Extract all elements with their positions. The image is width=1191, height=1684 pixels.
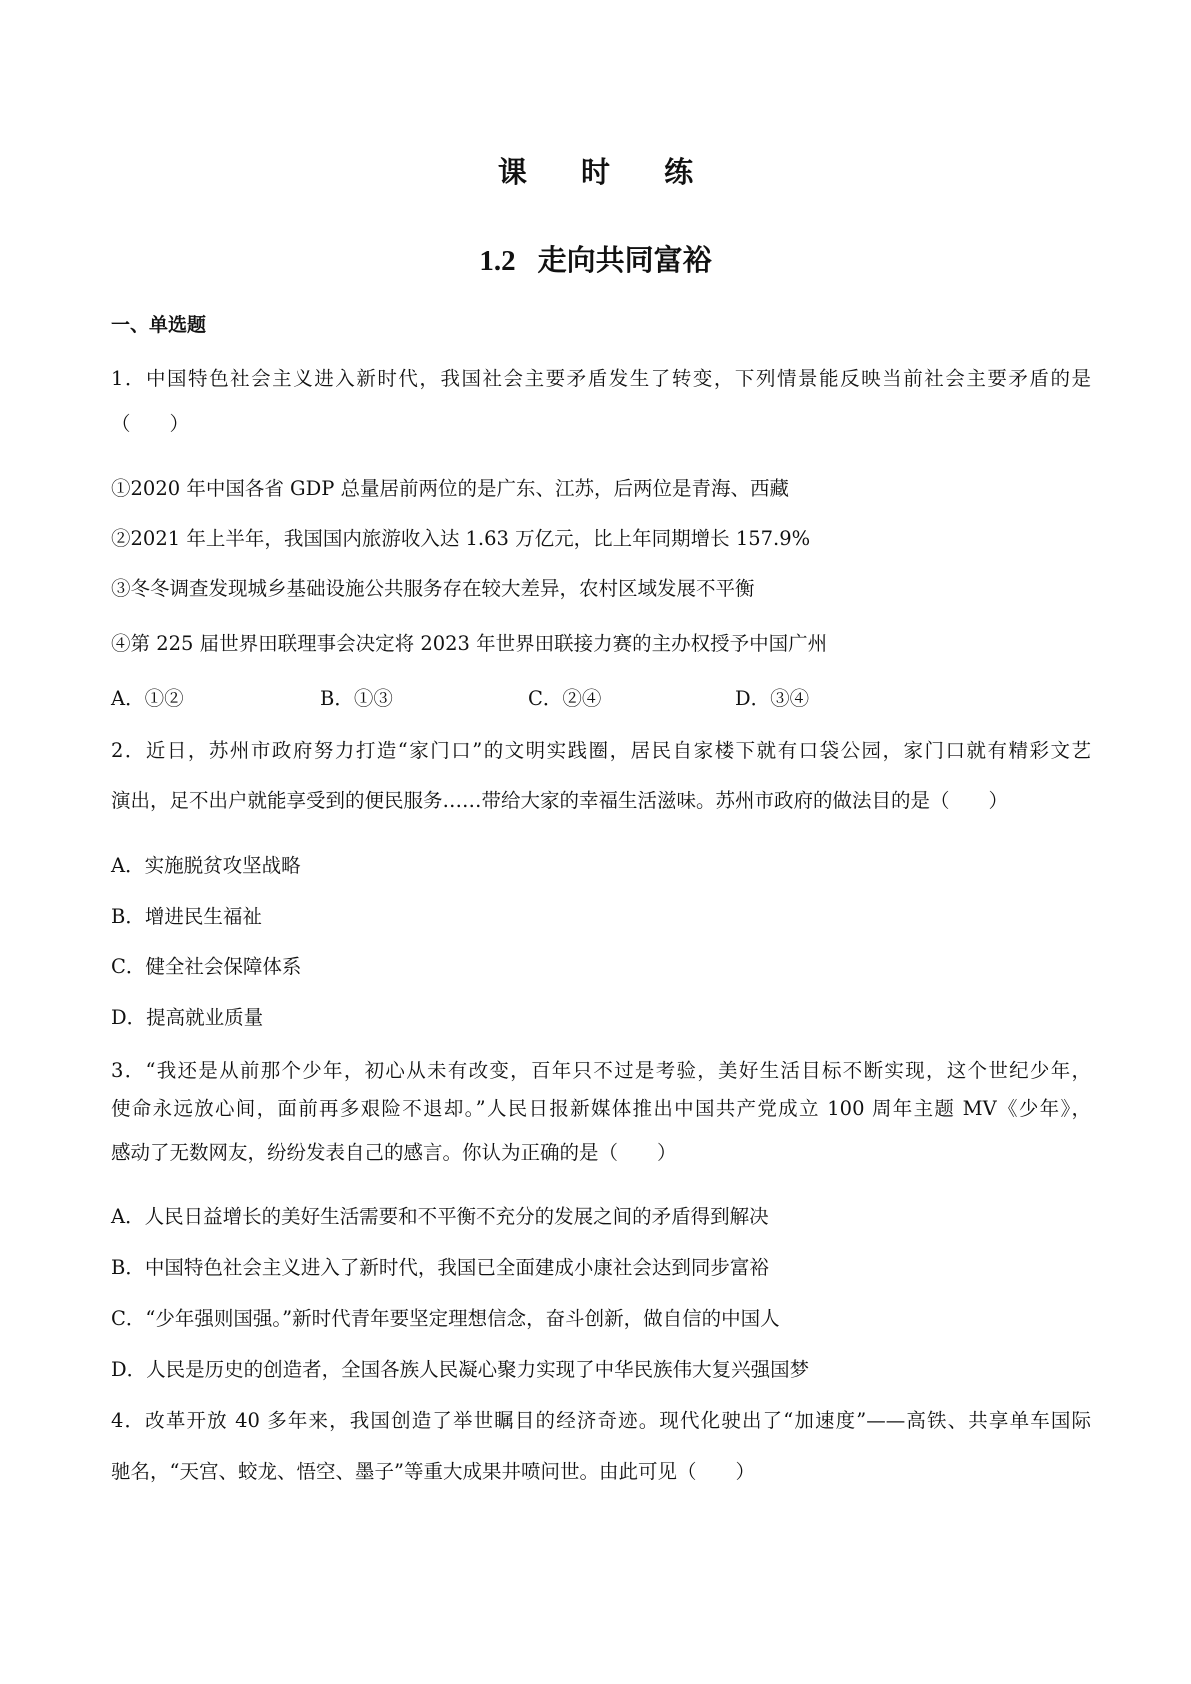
question-2-option-c[interactable]: C．健全社会保障体系 bbox=[111, 955, 302, 978]
question-1-option-a[interactable]: A．①② bbox=[111, 687, 184, 710]
question-4-stem-line-1: 4．改革开放 40 多年来，我国创造了举世瞩目的经济奇迹。现代化驶出了“加速度”——高铁、共享单车国际 bbox=[111, 1409, 1091, 1432]
lesson-number: 1.2 bbox=[479, 245, 516, 277]
question-1-stem-line-1: 1．中国特色社会主义进入新时代，我国社会主要矛盾发生了转变，下列情景能反映当前社会主要矛盾的是 bbox=[111, 367, 1091, 390]
lesson-title: 走向共同富裕 bbox=[537, 243, 712, 277]
lesson-heading bbox=[0, 240, 1191, 281]
question-1-option-c[interactable]: C．②④ bbox=[528, 687, 602, 710]
question-2-stem-line-2: 演出，足不出户就能享受到的便民服务……带给大家的幸福生活滋味。苏州市政府的做法目的是（ ） bbox=[111, 789, 1009, 812]
question-1-item-2: ②2021 年上半年，我国国内旅游收入达 1.63 万亿元，比上年同期增长 157.9% bbox=[111, 527, 811, 550]
question-3-option-c[interactable]: C．“少年强则国强。”新时代青年要坚定理想信念，奋斗创新，做自信的中国人 bbox=[111, 1307, 780, 1330]
question-2-option-b[interactable]: B．增进民生福祉 bbox=[111, 905, 262, 928]
question-1-item-3: ③冬冬调查发现城乡基础设施公共服务存在较大差异，农村区域发展不平衡 bbox=[111, 577, 755, 600]
question-1-option-d[interactable]: D．③④ bbox=[735, 687, 810, 710]
question-1-option-b[interactable]: B．①③ bbox=[320, 687, 393, 710]
document-title: 课 时 练 bbox=[497, 155, 716, 189]
question-1-item-4: ④第 225 届世界田联理事会决定将 2023 年世界田联接力赛的主办权授予中国广州 bbox=[111, 632, 828, 655]
question-3-option-d[interactable]: D．人民是历史的创造者，全国各族人民凝心聚力实现了中华民族伟大复兴强国梦 bbox=[111, 1358, 810, 1381]
section-heading: 一、单选题 bbox=[111, 314, 207, 336]
question-2-option-d[interactable]: D．提高就业质量 bbox=[111, 1006, 264, 1029]
question-3-stem-line-2: 使命永远放心间，面前再多艰险不退却。”人民日报新媒体推出中国共产党成立 100 周年主题 MV《少年》， bbox=[111, 1097, 1091, 1120]
question-4-stem-line-2: 驰名，“天宫、蛟龙、悟空、墨子”等重大成果井喷问世。由此可见（ ） bbox=[111, 1460, 755, 1483]
question-3-stem-line-1: 3．“我还是从前那个少年，初心从未有改变，百年只不过是考验，美好生活目标不断实现，这个世纪少年， bbox=[111, 1059, 1091, 1082]
question-1-stem-line-2: （ ） bbox=[111, 412, 190, 435]
question-1-item-1: ①2020 年中国各省 GDP 总量居前两位的是广东、江苏，后两位是青海、西藏 bbox=[111, 477, 790, 500]
question-3-stem-line-3: 感动了无数网友，纷纷发表自己的感言。你认为正确的是（ ） bbox=[111, 1141, 677, 1164]
question-3-option-b[interactable]: B．中国特色社会主义进入了新时代，我国已全面建成小康社会达到同步富裕 bbox=[111, 1256, 769, 1279]
question-2-stem-line-1: 2．近日，苏州市政府努力打造“家门口”的文明实践圈，居民自家楼下就有口袋公园，家门口就有精彩文艺 bbox=[111, 739, 1091, 762]
question-2-option-a[interactable]: A．实施脱贫攻坚战略 bbox=[111, 854, 301, 877]
question-3-option-a[interactable]: A．人民日益增长的美好生活需要和不平衡不充分的发展之间的矛盾得到解决 bbox=[111, 1205, 769, 1228]
